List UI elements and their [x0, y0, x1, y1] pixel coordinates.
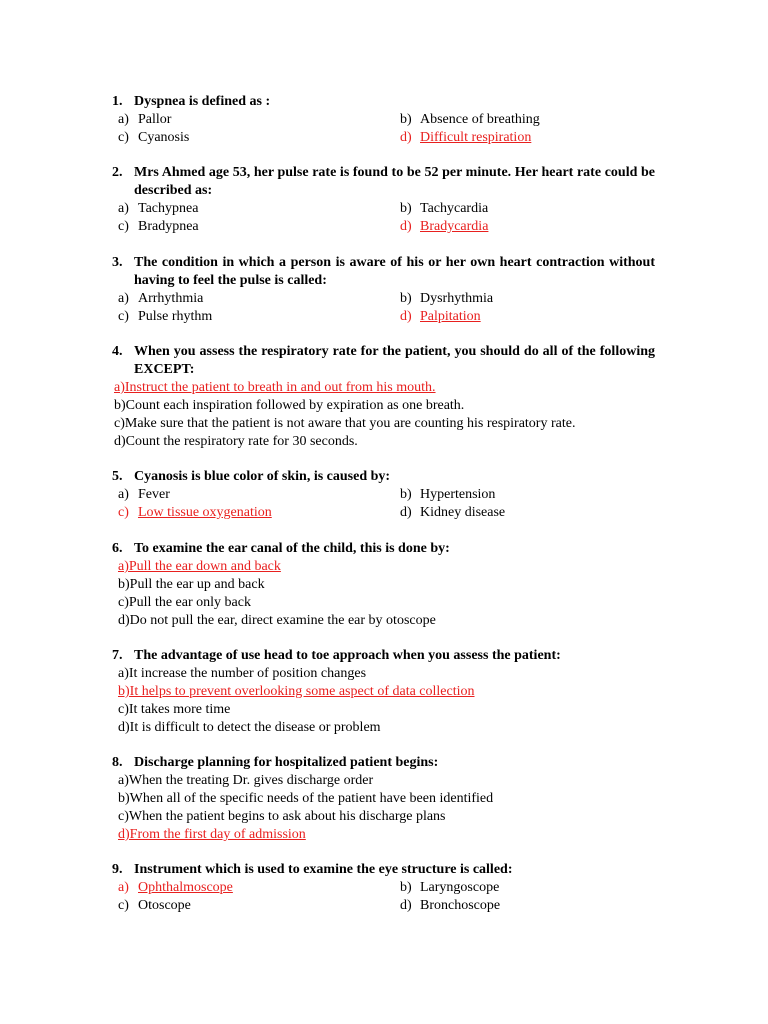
- question-3: [112, 254, 655, 326]
- option-c: c)It takes more time: [118, 702, 231, 717]
- option-a-correct: a)Instruct the patient to breath in and out from his mouth.: [114, 380, 436, 395]
- question-2: [112, 164, 655, 236]
- option-a-correct: a)Pull the ear down and back: [118, 559, 281, 574]
- option-c: c) Otoscope: [118, 898, 191, 913]
- question-8: [112, 754, 655, 844]
- option-d: d)Do not pull the ear, direct examine the ear by otoscope: [118, 613, 436, 628]
- answer-options: [112, 486, 655, 522]
- option-d: d)Count the respiratory rate for 30 seconds.: [114, 434, 358, 449]
- option-b: b) Hypertension: [400, 487, 496, 502]
- option-a: a) Fever: [118, 487, 170, 502]
- option-c: c) Bradypnea: [118, 219, 199, 234]
- question-text: 3. The condition in which a person is aware of his or her own heart contraction without having to feel the pulse is called:: [112, 255, 655, 288]
- option-c: c) Cyanosis: [118, 130, 190, 145]
- option-d-correct: d) Palpitation: [400, 309, 481, 324]
- option-c: c)When the patient begins to ask about his discharge plans: [118, 809, 446, 824]
- option-c: c)Make sure that the patient is not aware that you are counting his respiratory rate.: [114, 416, 576, 431]
- option-a-correct: a) Ophthalmoscope: [118, 880, 233, 895]
- question-5: [112, 468, 655, 522]
- question-text: 8. Discharge planning for hospitalized patient begins:: [112, 755, 439, 770]
- question-6: [112, 540, 655, 630]
- question-text: 1. Dyspnea is defined as :: [112, 94, 271, 109]
- option-d: d) Kidney disease: [400, 505, 506, 520]
- option-a: a) Pallor: [118, 112, 172, 127]
- question-text: 9. Instrument which is used to examine the eye structure is called:: [112, 862, 513, 877]
- option-c: c)Pull the ear only back: [118, 595, 251, 610]
- question-text: 4. When you assess the respiratory rate for the patient, you should do all of the following EXCEPT:: [112, 344, 655, 377]
- option-b: b)Pull the ear up and back: [118, 577, 265, 592]
- option-b: b) Dysrhythmia: [400, 291, 494, 306]
- option-a: a)When the treating Dr. gives discharge order: [118, 773, 374, 788]
- answer-options: [112, 558, 655, 630]
- option-d: d) Bronchoscope: [400, 898, 501, 913]
- answer-options: [112, 200, 655, 236]
- option-d-correct: d)From the first day of admission: [118, 827, 306, 842]
- answer-options: [112, 111, 655, 147]
- option-b: b) Tachycardia: [400, 201, 489, 216]
- option-d-correct: d) Difficult respiration: [400, 130, 532, 145]
- option-d: d)It is difficult to detect the disease or problem: [118, 720, 381, 735]
- answer-options: [112, 665, 655, 737]
- answer-options: [112, 379, 655, 451]
- question-7: [112, 647, 655, 737]
- option-d-correct: d) Bradycardia: [400, 219, 489, 234]
- option-b: b)When all of the specific needs of the patient have been identified: [118, 791, 494, 806]
- question-1: [112, 93, 655, 147]
- question-text: 6. To examine the ear canal of the child, this is done by:: [112, 541, 450, 556]
- option-a: a) Tachypnea: [118, 201, 199, 216]
- option-b: b) Laryngoscope: [400, 880, 500, 895]
- question-4: [112, 343, 655, 451]
- option-c-correct: c) Low tissue oxygenation: [118, 505, 272, 520]
- answer-options: [112, 290, 655, 326]
- option-c: c) Pulse rhythm: [118, 309, 213, 324]
- answer-options: [112, 879, 655, 915]
- option-b: b) Absence of breathing: [400, 112, 540, 127]
- question-text: 7. The advantage of use head to toe approach when you assess the patient:: [112, 648, 561, 663]
- option-a: a) Arrhythmia: [118, 291, 204, 306]
- answer-options: [112, 772, 655, 844]
- option-b: b)Count each inspiration followed by expiration as one breath.: [114, 398, 465, 413]
- question-text: 5. Cyanosis is blue color of skin, is caused by:: [112, 469, 391, 484]
- option-b-correct: b)It helps to prevent overlooking some aspect of data collection: [118, 684, 475, 699]
- option-a: a)It increase the number of position changes: [118, 666, 367, 681]
- question-text: 2. Mrs Ahmed age 53, her pulse rate is found to be 52 per minute. Her heart rate could be described as:: [112, 165, 655, 198]
- question-9: [112, 861, 655, 915]
